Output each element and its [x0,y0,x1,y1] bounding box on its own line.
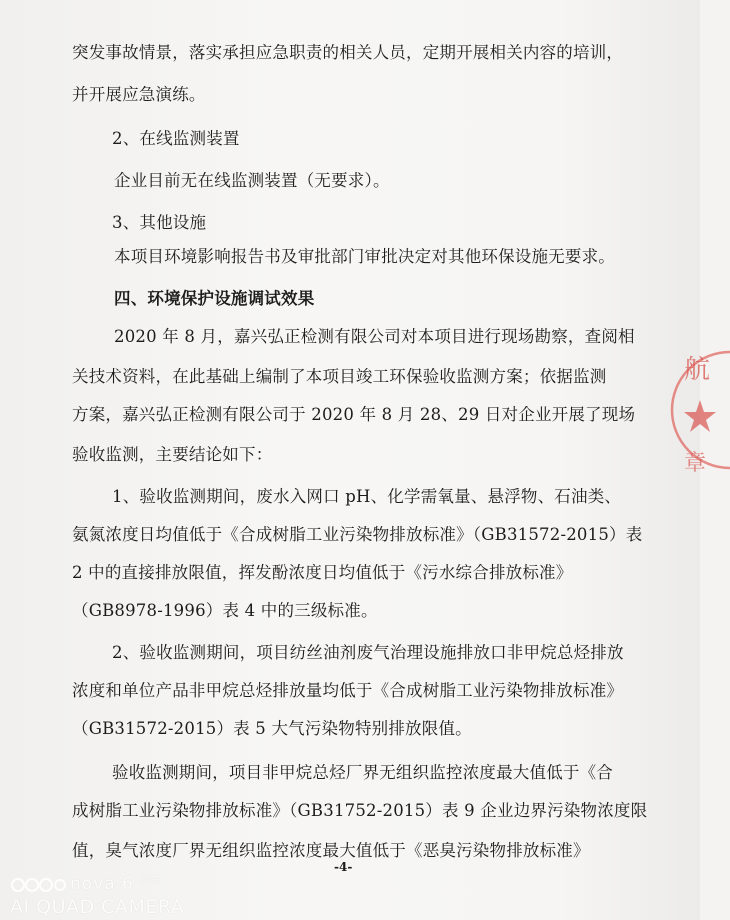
text-line: 3、其他设施 [112,213,207,232]
watermark-model-suffix: (5G) [140,875,161,886]
svg-text:航: 航 [684,355,711,385]
watermark-camera: AI QUAD CAMERA [10,896,185,918]
text-line: 浓度和单位产品非甲烷总烃排放量均低于《合成树脂工业污染物排放标准》 [72,681,624,700]
seal-stamp-icon [670,330,730,490]
text-line: （GB31572-2015）表 5 大气污染物特别排放限值。 [72,719,472,738]
text-line: 2 中的直接排放限值，挥发酚浓度日均值低于《污水综合排放标准》 [72,563,573,582]
text-line: 2、验收监测期间，项目纺丝油剂废气治理设施排放口非甲烷总烃排放 [112,643,624,662]
text-line: 成树脂工业污染物排放标准》（GB31752-2015）表 9 企业边界污染物浓度限 [72,801,648,820]
text-line: 突发事故情景，落实承担应急职责的相关人员，定期开展相关内容的培训， [72,43,624,62]
text-line: 1、验收监测期间，废水入网口 pH、化学需氧量、悬浮物、石油类、 [112,487,622,506]
text-line: 企业目前无在线监测装置（无要求）。 [114,171,390,190]
page-number: -4- [334,860,353,874]
text-line: 并开展应急演练。 [72,85,206,104]
camera-watermark [10,874,300,920]
watermark-model-name: nova 6 [70,874,134,894]
text-line: 验收监测期间，项目非甲烷总烃厂界无组织监控浓度最大值低于《合 [112,763,613,782]
text-line: 验收监测，主要结论如下： [72,445,273,464]
text-line: 值，臭气浓度厂界无组织监控浓度最大值低于《恶臭污染物排放标准》 [72,841,590,860]
text-line: 关技术资料，在此基础上编制了本项目竣工环保验收监测方案；依据监测 [72,367,607,386]
text-line: 2020 年 8 月，嘉兴弘正检测有限公司对本项目进行现场勘察，查阅相 [114,327,635,346]
text-line: （GB8978-1996）表 4 中的三级标准。 [72,601,378,620]
svg-text:章: 章 [684,451,707,476]
text-line: 2、在线监测装置 [112,129,240,148]
text-line: 氨氮浓度日均值低于《合成树脂工业污染物排放标准》（GB31572-2015）表 [72,525,643,544]
quad-camera-logo-icon [10,876,66,894]
watermark-model [70,874,160,894]
text-line: 四、环境保护设施调试效果 [114,289,315,308]
text-line: 本项目环境影响报告书及审批部门审批决定对其他环保设施无要求。 [114,247,615,266]
text-line: 方案，嘉兴弘正检测有限公司于 2020 年 8 月 28、29 日对企业开展了现场 [72,405,636,424]
